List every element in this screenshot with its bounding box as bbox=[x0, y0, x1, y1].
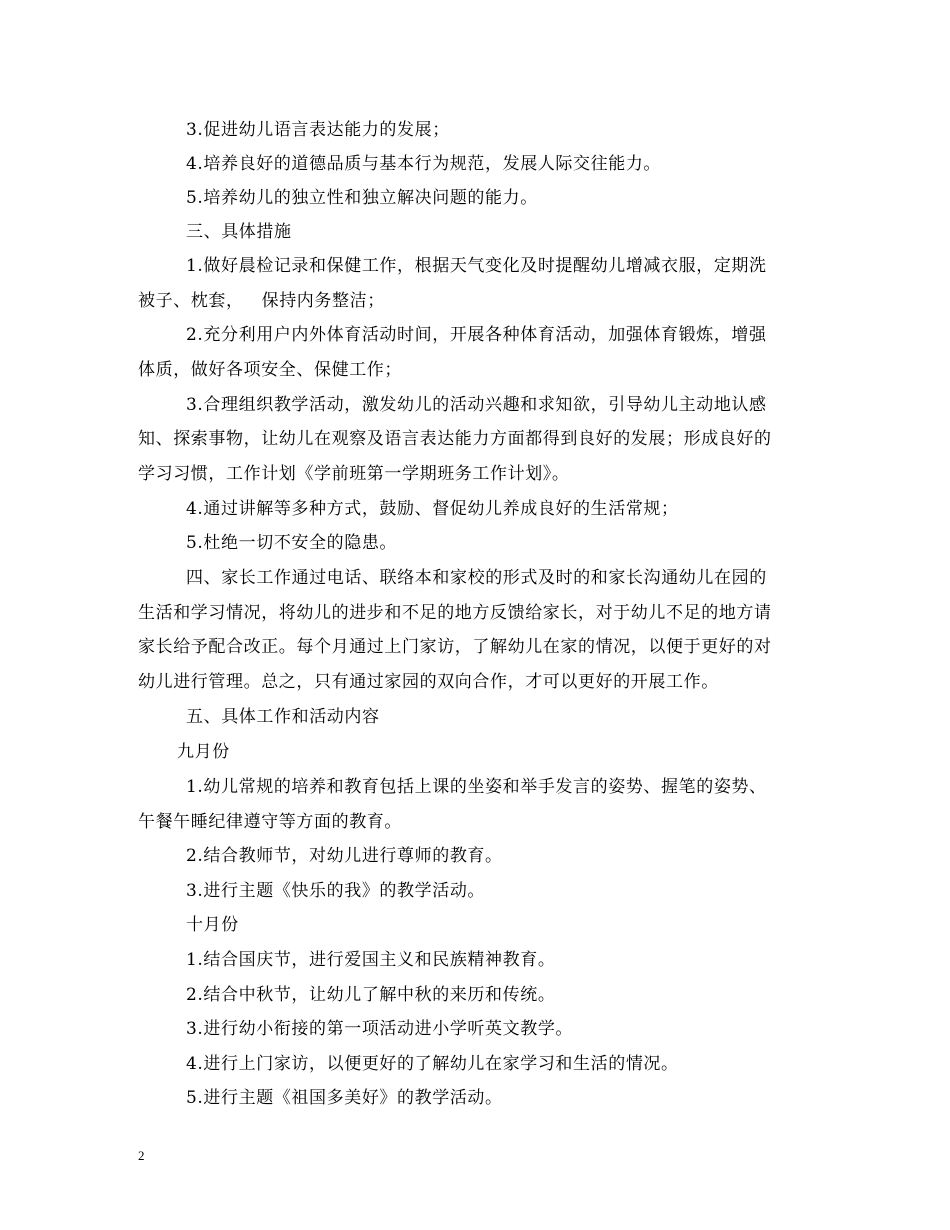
text-line: 3.促进幼儿语言表达能力的发展； bbox=[186, 120, 450, 140]
text-line: 学习习惯，工作计划《学前班第一学期班务工作计划》。 bbox=[138, 464, 570, 484]
text-line: 5.培养幼儿的独立性和独立解决问题的能力。 bbox=[186, 188, 538, 208]
text-line: 午餐午睡纪律遵守等方面的教育。 bbox=[138, 812, 402, 832]
section-heading: 四、家长工作通过电话、联络本和家校的形式及时的和家长沟通幼儿在园的 bbox=[186, 568, 767, 588]
text-line: 3.进行幼小衔接的第一项活动进小学听英文教学。 bbox=[186, 1019, 574, 1039]
text-line: 4.培养良好的道德品质与基本行为规范，发展人际交往能力。 bbox=[186, 154, 662, 174]
text-line: 2.结合教师节，对幼儿进行尊师的教育。 bbox=[186, 846, 503, 866]
text-line: 3.进行主题《快乐的我》的教学活动。 bbox=[186, 881, 486, 901]
text-line: 5.杜绝一切不安全的隐患。 bbox=[186, 533, 398, 553]
text-line: 被子、枕套， 保持内务整洁； bbox=[138, 291, 385, 311]
section-heading: 五、具体工作和活动内容 bbox=[186, 707, 380, 727]
section-heading: 三、具体措施 bbox=[186, 222, 292, 242]
text-line: 2.结合中秋节，让幼儿了解中秋的来历和传统。 bbox=[186, 985, 556, 1005]
text-line: 2.充分利用户内外体育活动时间，开展各种体育活动，加强体育锻炼，增强 bbox=[186, 325, 767, 345]
text-line: 5.进行主题《祖国多美好》的教学活动。 bbox=[186, 1088, 503, 1108]
text-line: 生活和学习情况，将幼儿的进步和不足的地方反馈给家长，对于幼儿不足的地方请 bbox=[138, 603, 772, 623]
text-line: 4.通过讲解等多种方式，鼓励、督促幼儿养成良好的生活常规； bbox=[186, 499, 679, 519]
text-line: 4.进行上门家访，以便更好的了解幼儿在家学习和生活的情况。 bbox=[186, 1054, 679, 1074]
text-line: 1.结合国庆节，进行爱国主义和民族精神教育。 bbox=[186, 950, 556, 970]
text-line: 1.做好晨检记录和保健工作，根据天气变化及时提醒幼儿增减衣服，定期洗 bbox=[186, 256, 767, 276]
text-line: 1.幼儿常规的培养和教育包括上课的坐姿和举手发言的姿势、握笔的姿势、 bbox=[186, 777, 767, 797]
text-line: 3.合理组织教学活动，激发幼儿的活动兴趣和求知欲，引导幼儿主动地认感 bbox=[186, 395, 767, 415]
month-heading: 九月份 bbox=[177, 742, 230, 762]
month-heading: 十月份 bbox=[186, 915, 239, 935]
text-line: 知、探索事物，让幼儿在观察及语言表达能力方面都得到良好的发展；形成良好的 bbox=[138, 429, 772, 449]
text-line: 家长给予配合改正。每个月通过上门家访，了解幼儿在家的情况，以便于更好的对 bbox=[138, 637, 772, 657]
page-number: 2 bbox=[138, 1148, 145, 1163]
text-line: 幼儿进行管理。总之，只有通过家园的双向合作，才可以更好的开展工作。 bbox=[138, 672, 719, 692]
text-line: 体质，做好各项安全、保健工作； bbox=[138, 360, 402, 380]
